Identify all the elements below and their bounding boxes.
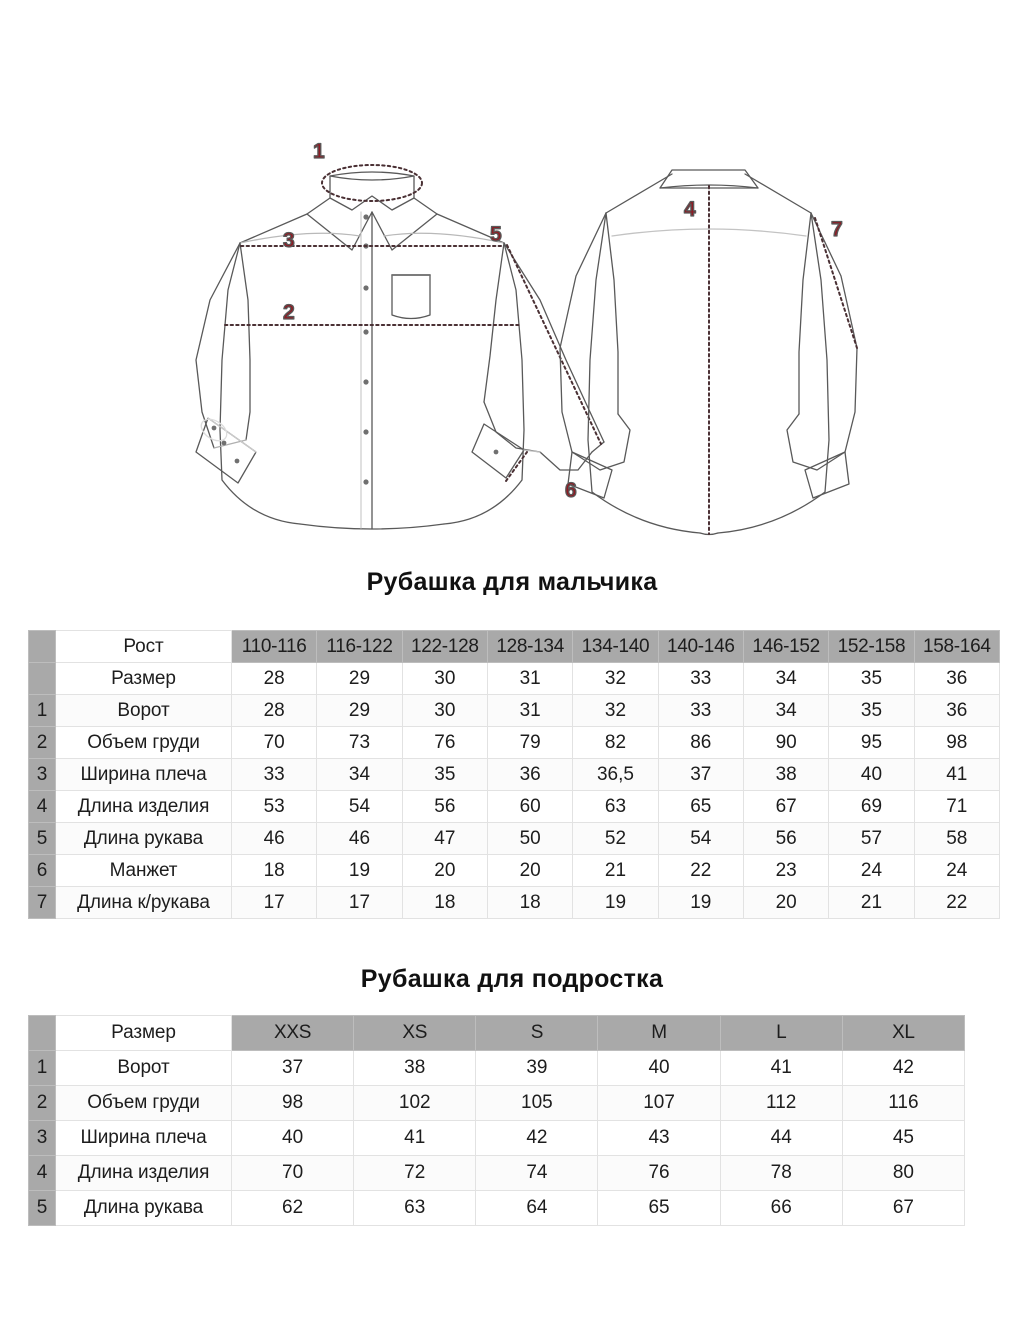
- boys-cell: 24: [829, 855, 914, 887]
- boys-cell: 57: [829, 823, 914, 855]
- teens-table-row: [29, 1121, 965, 1156]
- boys-table-row: [29, 727, 1000, 759]
- boys-cell: 67: [743, 791, 828, 823]
- boys-cell: 23: [743, 855, 828, 887]
- boys-cell: 98: [914, 727, 999, 759]
- boys-cell: 32: [573, 663, 658, 695]
- boys-cell: 17: [232, 887, 317, 919]
- boys-cell: 86: [658, 727, 743, 759]
- boys-row-index: 2: [29, 727, 56, 759]
- boys-row-index: 4: [29, 791, 56, 823]
- boys-cell: 18: [402, 887, 487, 919]
- boys-row-label: Объем груди: [56, 727, 232, 759]
- boys-cell: 76: [402, 727, 487, 759]
- boys-cell: 18: [232, 855, 317, 887]
- teens-cell: 80: [842, 1156, 964, 1191]
- boys-cell: 63: [573, 791, 658, 823]
- marker-4: 4: [684, 198, 696, 221]
- teens-cell: 74: [476, 1156, 598, 1191]
- teens-cell: 38: [354, 1051, 476, 1086]
- boys-cell: 46: [317, 823, 402, 855]
- marker-7: 7: [831, 218, 843, 241]
- boys-cell: 53: [232, 791, 317, 823]
- boys-cell: 28: [232, 663, 317, 695]
- boys-row-index: [29, 663, 56, 695]
- front-measure-guides: [225, 165, 601, 481]
- boys-cell: 19: [658, 887, 743, 919]
- marker-3: 3: [283, 229, 295, 252]
- teens-cell: 65: [598, 1191, 720, 1226]
- teens-cell: 98: [232, 1086, 354, 1121]
- boys-column-header: 146-152: [743, 631, 828, 663]
- teens-cell: 63: [354, 1191, 476, 1226]
- boys-row-label: Ворот: [56, 695, 232, 727]
- boys-cell: 30: [402, 663, 487, 695]
- boys-cell: 71: [914, 791, 999, 823]
- boys-cell: 33: [658, 663, 743, 695]
- boys-cell: 52: [573, 823, 658, 855]
- boys-row-label: Длина к/рукава: [56, 887, 232, 919]
- boys-table-row: [29, 695, 1000, 727]
- marker-6: 6: [565, 479, 577, 502]
- boys-row-label: Длина изделия: [56, 791, 232, 823]
- teens-table-title: Рубашка для подростка: [360, 965, 664, 993]
- boys-column-header: 140-146: [658, 631, 743, 663]
- teens-row-index: 4: [29, 1156, 56, 1191]
- boys-row-label: Ширина плеча: [56, 759, 232, 791]
- boys-cell: 37: [658, 759, 743, 791]
- boys-cell: 40: [829, 759, 914, 791]
- teens-row-index: 5: [29, 1191, 56, 1226]
- boys-table-head: [29, 631, 1000, 663]
- boys-table-row: [29, 791, 1000, 823]
- shirt-front-view: [196, 172, 604, 529]
- teens-column-header: S: [476, 1016, 598, 1051]
- boys-column-header: 128-134: [487, 631, 572, 663]
- teens-table-body: [29, 1051, 965, 1226]
- boys-cell: 34: [743, 663, 828, 695]
- boys-row-index: 5: [29, 823, 56, 855]
- boys-header-label: Рост: [56, 631, 232, 663]
- teens-row-label: Длина изделия: [56, 1156, 232, 1191]
- boys-column-header: 122-128: [402, 631, 487, 663]
- teens-header-index-cell: [29, 1016, 56, 1051]
- teens-cell: 62: [232, 1191, 354, 1226]
- teens-column-header: XS: [354, 1016, 476, 1051]
- teens-cell: 39: [476, 1051, 598, 1086]
- boys-cell: 31: [487, 695, 572, 727]
- teens-cell: 107: [598, 1086, 720, 1121]
- teens-row-index: 3: [29, 1121, 56, 1156]
- boys-cell: 50: [487, 823, 572, 855]
- teens-cell: 70: [232, 1156, 354, 1191]
- teens-table-row: [29, 1156, 965, 1191]
- boys-cell: 58: [914, 823, 999, 855]
- teens-cell: 78: [720, 1156, 842, 1191]
- teens-cell: 45: [842, 1121, 964, 1156]
- boys-row-index: 7: [29, 887, 56, 919]
- boys-cell: 95: [829, 727, 914, 759]
- boys-cell: 31: [487, 663, 572, 695]
- boys-cell: 65: [658, 791, 743, 823]
- teens-row-label: Ширина плеча: [56, 1121, 232, 1156]
- shirt-diagram-svg: [0, 0, 1024, 545]
- boys-size-table: [28, 630, 1000, 919]
- boys-table-row: [29, 823, 1000, 855]
- boys-column-header: 152-158: [829, 631, 914, 663]
- teens-cell: 102: [354, 1086, 476, 1121]
- boys-cell: 21: [829, 887, 914, 919]
- boys-row-label: Манжет: [56, 855, 232, 887]
- boys-cell: 34: [317, 759, 402, 791]
- boys-cell: 36: [487, 759, 572, 791]
- boys-cell: 56: [743, 823, 828, 855]
- teens-cell: 41: [354, 1121, 476, 1156]
- teens-cell: 37: [232, 1051, 354, 1086]
- boys-cell: 22: [658, 855, 743, 887]
- boys-cell: 19: [317, 855, 402, 887]
- boys-header-index-cell: [29, 631, 56, 663]
- teens-cell: 66: [720, 1191, 842, 1226]
- boys-column-header: 158-164: [914, 631, 999, 663]
- boys-cell: 35: [402, 759, 487, 791]
- teens-column-header: XXS: [232, 1016, 354, 1051]
- boys-cell: 33: [658, 695, 743, 727]
- teens-header-row: [29, 1016, 965, 1051]
- teens-column-header: M: [598, 1016, 720, 1051]
- boys-cell: 29: [317, 695, 402, 727]
- teens-cell: 76: [598, 1156, 720, 1191]
- boys-cell: 54: [658, 823, 743, 855]
- teens-cell: 64: [476, 1191, 598, 1226]
- boys-cell: 24: [914, 855, 999, 887]
- boys-column-header: 110-116: [232, 631, 317, 663]
- boys-cell: 73: [317, 727, 402, 759]
- boys-cell: 20: [402, 855, 487, 887]
- boys-table-row: [29, 855, 1000, 887]
- boys-cell: 79: [487, 727, 572, 759]
- teens-row-index: 2: [29, 1086, 56, 1121]
- boys-cell: 60: [487, 791, 572, 823]
- boys-cell: 82: [573, 727, 658, 759]
- boys-cell: 56: [402, 791, 487, 823]
- boys-column-header: 116-122: [317, 631, 402, 663]
- shirt-measurement-illustration: [0, 0, 1024, 545]
- boys-cell: 46: [232, 823, 317, 855]
- boys-cell: 20: [743, 887, 828, 919]
- boys-cell: 22: [914, 887, 999, 919]
- boys-table-body: [29, 663, 1000, 919]
- boys-cell: 21: [573, 855, 658, 887]
- boys-cell: 36: [914, 695, 999, 727]
- boys-cell: 54: [317, 791, 402, 823]
- boys-cell: 36,5: [573, 759, 658, 791]
- teens-cell: 116: [842, 1086, 964, 1121]
- teens-cell: 42: [476, 1121, 598, 1156]
- teens-cell: 43: [598, 1121, 720, 1156]
- boys-row-index: 1: [29, 695, 56, 727]
- teens-cell: 44: [720, 1121, 842, 1156]
- teens-column-header: XL: [842, 1016, 964, 1051]
- boys-cell: 19: [573, 887, 658, 919]
- teens-row-label: Длина рукава: [56, 1191, 232, 1226]
- teens-header-label: Размер: [56, 1016, 232, 1051]
- boys-cell: 35: [829, 695, 914, 727]
- boys-row-index: 6: [29, 855, 56, 887]
- teens-cell: 105: [476, 1086, 598, 1121]
- boys-row-index: 3: [29, 759, 56, 791]
- teens-table-row: [29, 1191, 965, 1226]
- teens-row-index: 1: [29, 1051, 56, 1086]
- boys-table-title: Рубашка для мальчика: [366, 568, 658, 596]
- marker-5: 5: [490, 223, 502, 246]
- boys-cell: 18: [487, 887, 572, 919]
- boys-column-header: 134-140: [573, 631, 658, 663]
- teens-cell: 72: [354, 1156, 476, 1191]
- boys-cell: 36: [914, 663, 999, 695]
- boys-header-row: [29, 631, 1000, 663]
- boys-cell: 69: [829, 791, 914, 823]
- teens-cell: 40: [598, 1051, 720, 1086]
- boys-table-row: [29, 663, 1000, 695]
- teens-table-row: [29, 1051, 965, 1086]
- teens-cell: 41: [720, 1051, 842, 1086]
- boys-row-label: Размер: [56, 663, 232, 695]
- boys-cell: 35: [829, 663, 914, 695]
- boys-cell: 29: [317, 663, 402, 695]
- boys-cell: 30: [402, 695, 487, 727]
- teens-cell: 42: [842, 1051, 964, 1086]
- boys-cell: 38: [743, 759, 828, 791]
- boys-table-row: [29, 887, 1000, 919]
- boys-cell: 47: [402, 823, 487, 855]
- marker-2: 2: [283, 301, 295, 324]
- boys-row-label: Длина рукава: [56, 823, 232, 855]
- boys-cell: 70: [232, 727, 317, 759]
- teens-cell: 112: [720, 1086, 842, 1121]
- boys-cell: 41: [914, 759, 999, 791]
- teens-table-row: [29, 1086, 965, 1121]
- boys-cell: 32: [573, 695, 658, 727]
- teens-cell: 67: [842, 1191, 964, 1226]
- teens-row-label: Объем груди: [56, 1086, 232, 1121]
- boys-cell: 33: [232, 759, 317, 791]
- boys-cell: 17: [317, 887, 402, 919]
- teens-size-table: [28, 1015, 965, 1226]
- teens-row-label: Ворот: [56, 1051, 232, 1086]
- teens-column-header: L: [720, 1016, 842, 1051]
- marker-1: 1: [313, 140, 325, 163]
- teens-table-head: [29, 1016, 965, 1051]
- measure-markers: [283, 140, 843, 502]
- teens-cell: 40: [232, 1121, 354, 1156]
- boys-cell: 90: [743, 727, 828, 759]
- boys-cell: 34: [743, 695, 828, 727]
- boys-cell: 20: [487, 855, 572, 887]
- boys-cell: 28: [232, 695, 317, 727]
- boys-table-row: [29, 759, 1000, 791]
